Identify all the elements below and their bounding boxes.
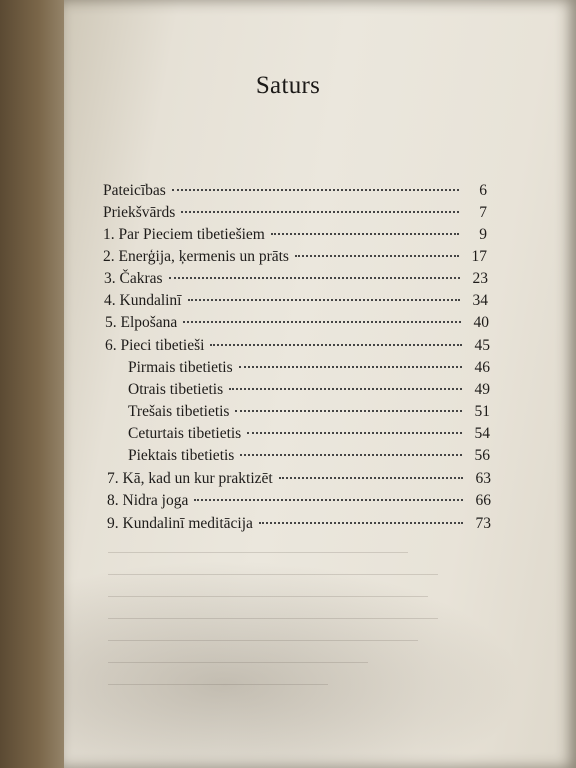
- toc-entry-page: 63: [475, 470, 491, 487]
- toc-entry: [104, 270, 488, 292]
- dot-leader: [172, 189, 459, 191]
- toc-entry-page: 66: [475, 492, 491, 509]
- toc-entry-page: 17: [471, 248, 487, 265]
- toc-entry-page: 56: [474, 447, 490, 464]
- dot-leader: [229, 388, 462, 390]
- bleed-through-line: [108, 618, 438, 619]
- dot-leader: [188, 299, 461, 301]
- bleed-through-line: [108, 684, 328, 685]
- dot-leader: [210, 344, 462, 346]
- toc-entry-page: 49: [474, 381, 490, 398]
- toc-entry-page: 45: [474, 337, 490, 354]
- dot-leader: [239, 366, 462, 368]
- toc-subentry: [128, 447, 490, 469]
- bleed-through-line: [108, 596, 428, 597]
- toc-entry: [103, 204, 487, 226]
- toc-entry-page: 40: [473, 314, 489, 331]
- toc-entry-label: 3. Čakras: [104, 270, 163, 287]
- bleed-through-line: [108, 640, 418, 641]
- dot-leader: [295, 255, 459, 257]
- toc-entry-label: 8. Nidra joga: [107, 492, 189, 509]
- toc-entry-page: 73: [475, 515, 491, 532]
- dot-leader: [181, 211, 459, 213]
- page-title: Saturs: [255, 72, 321, 99]
- toc-entry: [104, 292, 488, 314]
- toc-subentry: [128, 403, 490, 425]
- toc-entry: [107, 470, 491, 492]
- toc-entry-label: Otrais tibetietis: [128, 381, 224, 398]
- toc-entry: [105, 314, 489, 336]
- toc-entry-page: 54: [474, 425, 490, 442]
- toc-entry: [105, 337, 490, 359]
- toc-entry-page: 34: [472, 292, 488, 309]
- dot-leader: [259, 522, 463, 524]
- dot-leader: [240, 454, 462, 456]
- toc-entry-label: Pateicības: [103, 182, 166, 199]
- dot-leader: [235, 410, 462, 412]
- toc-entry-label: Pirmais tibetietis: [128, 359, 233, 376]
- table-surface: [0, 0, 70, 768]
- toc-entry-page: 7: [479, 204, 487, 221]
- toc-entry-label: Ceturtais tibetietis: [128, 425, 242, 442]
- toc-subentry: [128, 359, 490, 381]
- dot-leader: [279, 477, 463, 479]
- toc-entry-page: 6: [479, 182, 487, 199]
- toc-entry-label: 7. Kā, kad un kur praktizēt: [107, 470, 273, 487]
- bleed-through-line: [108, 662, 368, 663]
- toc-entry-label: Piektais tibetietis: [128, 447, 235, 464]
- toc-entry-label: 5. Elpošana: [105, 314, 178, 331]
- bleed-through-line: [108, 552, 408, 553]
- toc-entry-label: Priekšvārds: [103, 204, 176, 221]
- dot-leader: [194, 499, 463, 501]
- toc-subentry: [128, 381, 490, 403]
- shadow: [64, 560, 524, 768]
- toc-entry-label: 2. Enerģija, ķermenis un prāts: [103, 248, 289, 265]
- toc-entry-label: 9. Kundalinī meditācija: [107, 515, 253, 532]
- toc-entry-label: Trešais tibetietis: [128, 403, 230, 420]
- bleed-through-line: [108, 574, 438, 575]
- toc-entry: [107, 492, 491, 514]
- toc-entry-label: 1. Par Pieciem tibetiešiem: [103, 226, 265, 243]
- toc-entry-page: 9: [479, 226, 487, 243]
- toc-entry-label: 6. Pieci tibetieši: [105, 337, 205, 354]
- toc-entry-label: 4. Kundalinī: [104, 292, 182, 309]
- toc-subentry: [128, 425, 490, 447]
- dot-leader: [247, 432, 462, 434]
- dot-leader: [271, 233, 459, 235]
- toc-entry: [103, 248, 487, 270]
- toc-entry-page: 23: [472, 270, 488, 287]
- toc-entry: [103, 226, 487, 248]
- toc-entry: [107, 515, 491, 537]
- toc-entry: [103, 182, 487, 204]
- dot-leader: [169, 277, 460, 279]
- dot-leader: [183, 321, 461, 323]
- toc-entry-page: 51: [474, 403, 490, 420]
- toc-entry-page: 46: [474, 359, 490, 376]
